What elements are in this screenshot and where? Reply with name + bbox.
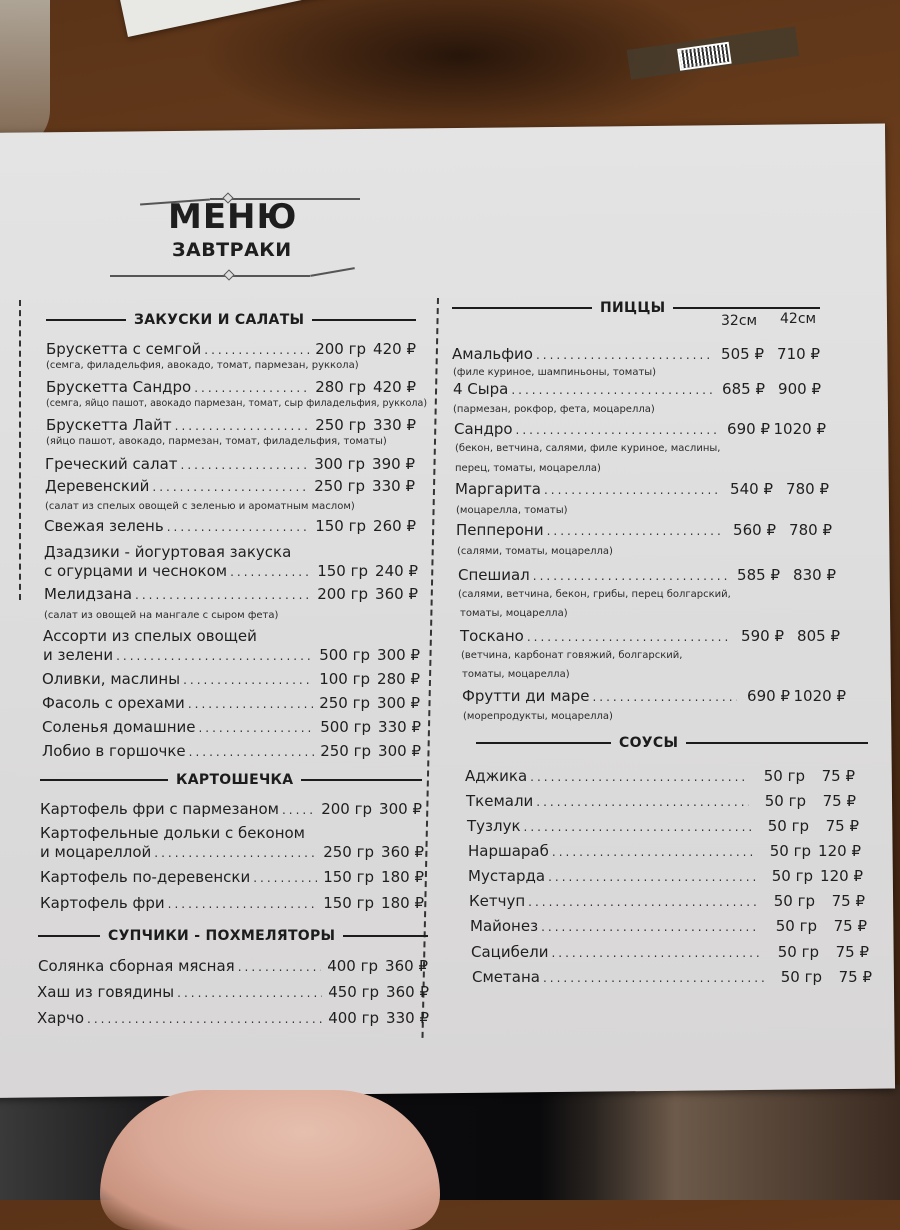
item-weight: 50 гр [764,792,806,810]
item-name: Спешиал [458,566,530,584]
item-description: (салат из спелых овощей с зеленью и ароматным маслом) [45,501,355,512]
item-name: и зелени [43,646,114,664]
item-price: 75 ₽ [835,943,869,961]
item-name: и моцареллой [40,843,152,861]
pizza-item [455,480,829,498]
item-weight: 50 гр [769,842,811,860]
decor-line [310,267,355,277]
item-description: (семга, яйцо пашот, авокадо пармезан, томат, сыр филадельфия, руккола) [46,398,428,409]
leader-dots [536,795,749,809]
leader-dots [152,480,308,494]
section-rule [38,935,100,938]
sauce-item [472,968,872,986]
leader-dots [198,721,314,735]
item-name: Ткемали [466,792,534,810]
price-32: 590 ₽ [741,627,784,645]
leader-dots [511,383,712,397]
item-name: Сацибели [471,943,549,961]
leader-dots [188,697,313,711]
item-name: Солянка сборная мясная [38,957,235,975]
item-price: 280 ₽ [377,670,420,688]
sauce-item [468,867,863,885]
item-description: (салями, томаты, моцарелла) [457,546,613,557]
leader-dots [87,1012,322,1026]
pizza-item [456,521,832,539]
item-name: Картофель фри [40,894,165,912]
price-32: 685 ₽ [722,380,765,398]
menu-item [40,843,424,861]
price-32: 690 ₽ [747,687,790,705]
section-rule [452,307,592,310]
item-weight: 450 гр [328,983,379,1001]
menu-title: МЕНЮ [168,197,298,237]
menu-item [43,646,420,664]
item-price: 360 ₽ [386,983,429,1001]
decor-line [110,275,310,277]
wine-glass [0,0,50,150]
item-description: (салат из овощей на мангале с сыром фета) [44,610,279,621]
item-description: (ветчина, карбонат говяжий, болгарский, [461,650,683,661]
section-rule [312,319,416,322]
item-price: 300 ₽ [379,800,422,818]
leader-dots [592,690,737,704]
price-42: 900 ₽ [778,380,821,398]
item-name: Аджика [465,767,528,785]
item-price: 360 ₽ [381,843,424,861]
item-name: Свежая зелень [44,517,164,535]
section-rule [673,307,820,310]
leader-dots [167,520,309,534]
item-weight: 250 гр [314,477,365,495]
item-name: Тоскано [460,627,524,645]
item-name: Брускетта Лайт [46,416,172,434]
price-42: 1020 ₽ [793,687,846,705]
item-name: Картофель фри с пармезаном [40,800,279,818]
item-weight: 50 гр [771,867,813,885]
leader-dots [181,458,308,472]
item-name: Маргарита [455,480,541,498]
menu-item [44,585,418,603]
item-weight: 200 гр [321,800,372,818]
menu-item [40,894,424,912]
leader-dots [533,569,727,583]
price-42: 780 ₽ [786,480,829,498]
item-name: Сандро [454,420,513,438]
item-description: (филе куриное, шампиньоны, томаты) [453,367,657,378]
item-price: 330 ₽ [373,416,416,434]
item-price: 75 ₽ [838,968,872,986]
leader-dots [541,920,760,934]
section-rule [40,779,168,782]
item-weight: 400 гр [328,1009,379,1027]
item-weight: 50 гр [763,767,805,785]
leader-dots [536,348,711,362]
leader-dots [282,803,315,817]
leader-dots [194,381,309,395]
item-weight: 250 гр [320,742,371,760]
menu-item [44,562,418,580]
item-name: Деревенский [45,477,150,495]
section-header-snacks [46,312,416,328]
item-name-line: Ассорти из спелых овощей [43,627,257,645]
menu-item [42,670,420,688]
item-weight: 100 гр [319,670,370,688]
item-name: Пепперони [456,521,544,539]
item-weight: 150 гр [323,894,374,912]
leader-dots [183,673,313,687]
item-name: Амальфио [452,345,533,363]
price-42: 830 ₽ [793,566,836,584]
price-32: 585 ₽ [737,566,780,584]
item-price: 420 ₽ [373,378,416,396]
item-description: (семга, филадельфия, авокадо, томат, пармезан, руккола) [46,360,359,371]
size-label-32: 32см [721,313,758,329]
section-rule [686,742,868,745]
item-description: (бекон, ветчина, салями, филе куриное, маслины, [455,443,721,454]
item-name-line: Дзадзики - йогуртовая закуска [44,543,292,561]
item-weight: 250 гр [315,416,366,434]
item-price: 75 ₽ [821,767,855,785]
item-price: 360 ₽ [375,585,418,603]
item-price: 300 ₽ [378,742,421,760]
item-weight: 200 гр [317,585,368,603]
item-description: (яйцо пашот, авокадо, пармезан, томат, филадельфия, томаты) [46,436,387,447]
menu-item [46,416,416,434]
sauce-item [469,892,865,910]
item-price: 75 ₽ [822,792,856,810]
price-32: 505 ₽ [721,345,764,363]
leader-dots [135,588,311,602]
sauce-item [465,767,855,785]
item-price: 75 ₽ [833,917,867,935]
menu-item [42,694,420,712]
item-price: 75 ₽ [825,817,859,835]
item-weight: 150 гр [317,562,368,580]
menu-subtitle: ЗАВТРАКИ [172,239,292,261]
menu-item [45,477,415,495]
section-header-potatoes [40,772,422,788]
price-32: 540 ₽ [730,480,773,498]
menu-header [130,195,370,285]
item-weight: 150 гр [323,868,374,886]
item-price: 180 ₽ [381,868,424,886]
section-header-pizzas [452,300,820,316]
pizza-item [458,566,836,584]
price-32: 560 ₽ [733,521,776,539]
leader-dots [552,845,754,859]
item-description: перец, томаты, моцарелла) [455,463,601,474]
menu-item [44,517,416,535]
item-weight: 50 гр [767,817,809,835]
leader-dots [528,895,758,909]
item-price: 330 ₽ [378,718,421,736]
item-weight: 500 гр [319,646,370,664]
decor-diamond-icon [223,269,234,280]
item-weight: 280 гр [315,378,366,396]
item-weight: 50 гр [780,968,822,986]
section-title: ПИЦЦЫ [600,300,666,316]
item-price: 75 ₽ [831,892,865,910]
item-description: (моцарелла, томаты) [456,505,568,516]
menu-item [42,742,421,760]
leader-dots [548,870,756,884]
item-price: 330 ₽ [372,477,415,495]
leader-dots [238,960,321,974]
item-name: Соленья домашние [42,718,196,736]
item-name: Брускетта Сандро [46,378,192,396]
item-name: 4 Сыра [453,380,509,398]
pizza-item [460,627,840,645]
item-weight: 250 гр [319,694,370,712]
item-price: 120 ₽ [820,867,863,885]
item-price: 330 ₽ [386,1009,429,1027]
section-title: СУПЧИКИ - ПОХМЕЛЯТОРЫ [108,928,336,944]
item-weight: 50 гр [775,917,817,935]
sauce-item [466,792,856,810]
item-weight: 400 гр [327,957,378,975]
menu-item [46,340,416,358]
menu-item [37,983,429,1001]
section-title: КАРТОШЕЧКА [176,772,294,788]
item-name: Мелидзана [44,585,133,603]
section-rule [343,935,428,938]
leader-dots [230,565,311,579]
leader-dots [516,423,717,437]
pizza-item [454,420,826,438]
item-price: 260 ₽ [373,517,416,535]
section-title: СОУСЫ [619,735,679,751]
item-price: 180 ₽ [381,894,424,912]
item-name: Хаш из говядины [37,983,175,1001]
sauce-item [470,917,867,935]
item-price: 300 ₽ [377,646,420,664]
leader-dots [168,897,317,911]
item-name: Майонез [470,917,539,935]
price-42: 710 ₽ [777,345,820,363]
item-weight: 250 гр [323,843,374,861]
leader-dots [253,871,317,885]
leader-dots [116,649,313,663]
leader-dots [524,820,752,834]
menu-item [37,1009,429,1027]
item-name: Греческий салат [45,455,178,473]
item-description: томаты, моцарелла) [462,669,570,680]
leader-dots [544,483,720,497]
item-name: с огурцами и чесноком [44,562,228,580]
menu-item [38,957,428,975]
item-price: 240 ₽ [375,562,418,580]
pizza-item [452,345,820,363]
leader-dots [547,524,723,538]
item-name-line: Картофельные дольки с беконом [40,824,305,842]
leader-dots [530,770,748,784]
section-rule [476,742,611,745]
item-name: Кетчуп [469,892,526,910]
item-name: Наршараб [468,842,549,860]
leader-dots [154,846,317,860]
item-price: 120 ₽ [818,842,861,860]
menu-item [46,378,416,396]
item-name: Оливки, маслины [42,670,181,688]
pizza-item [453,380,821,398]
pizza-item [462,687,846,705]
price-32: 690 ₽ [727,420,770,438]
leader-dots [551,946,762,960]
item-weight: 300 гр [314,455,365,473]
item-weight: 50 гр [777,943,819,961]
section-header-sauces [476,735,868,751]
menu-item [40,800,422,818]
item-name: Фрутти ди маре [462,687,590,705]
item-weight: 50 гр [773,892,815,910]
leader-dots [189,745,314,759]
hand [100,1090,440,1230]
item-name: Лобио в горшочке [42,742,186,760]
sauce-item [471,943,869,961]
item-name: Брускетта с семгой [46,340,202,358]
item-name: Тузлук [467,817,521,835]
section-rule [301,779,422,782]
item-price: 360 ₽ [385,957,428,975]
item-name: Харчо [37,1009,85,1027]
leader-dots [177,986,322,1000]
item-name: Фасоль с орехами [42,694,185,712]
menu-item [45,455,415,473]
item-name: Картофель по-деревенски [40,868,251,886]
price-42: 780 ₽ [789,521,832,539]
leader-dots [543,971,765,985]
leader-dots [527,630,731,644]
section-rule [46,319,126,322]
qr-code-icon [677,42,732,71]
item-description: томаты, моцарелла) [460,608,568,619]
item-description: (салями, ветчина, бекон, грибы, перец болгарский, [458,589,731,600]
leader-dots [175,419,309,433]
item-price: 300 ₽ [377,694,420,712]
item-weight: 500 гр [320,718,371,736]
sauce-item [468,842,861,860]
sauce-item [467,817,859,835]
item-name: Мустарда [468,867,546,885]
left-column-divider [19,300,21,600]
item-weight: 150 гр [315,517,366,535]
leader-dots [204,343,309,357]
item-description: (морепродукты, моцарелла) [463,711,613,722]
menu-item [42,718,421,736]
price-42: 805 ₽ [797,627,840,645]
item-weight: 200 гр [315,340,366,358]
item-price: 420 ₽ [373,340,416,358]
size-label-42: 42см [780,311,817,327]
section-title: ЗАКУСКИ И САЛАТЫ [134,312,305,328]
section-header-soups [38,928,428,944]
item-name: Сметана [472,968,540,986]
price-42: 1020 ₽ [773,420,826,438]
menu-item [40,868,424,886]
item-price: 390 ₽ [372,455,415,473]
item-description: (пармезан, рокфор, фета, моцарелла) [453,404,655,415]
